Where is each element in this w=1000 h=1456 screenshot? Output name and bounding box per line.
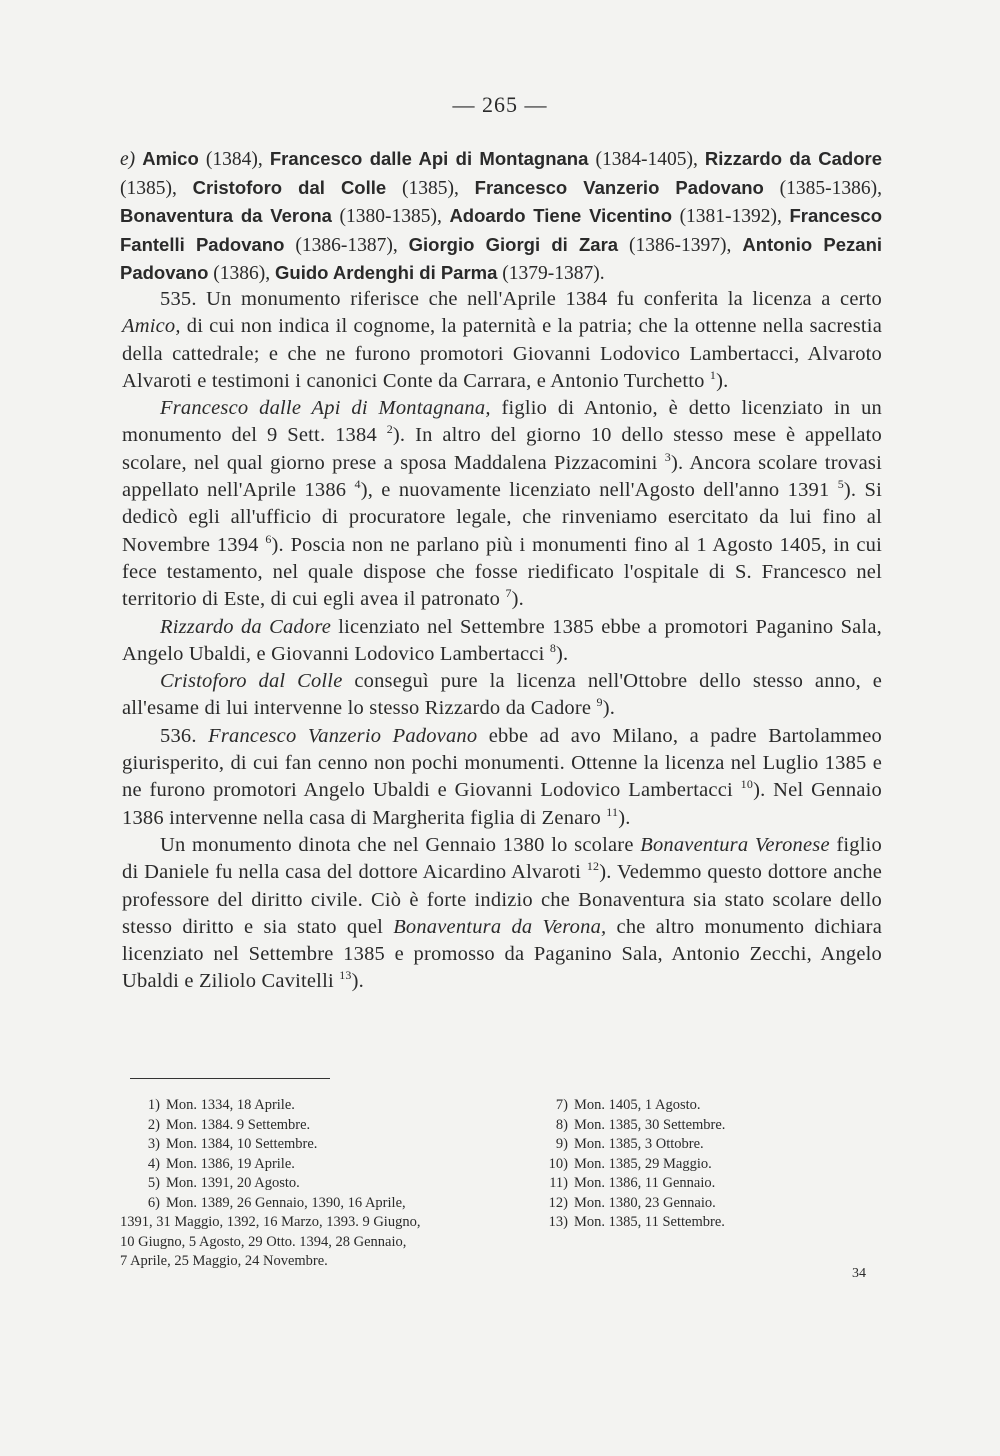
paragraph-text: ). Si dedicò egli all'ufficio di procuratore legale, che rinveniamo esercitato da lui fino al Novembre 1394: [122, 479, 882, 556]
list-dates: (1386-1387),: [295, 234, 409, 256]
paragraph-text: ).: [602, 697, 616, 720]
list-name: Francesco Fantelli Padovano: [120, 205, 883, 255]
footnote-ref: 4: [354, 477, 361, 492]
list-dates: (1380-1385),: [339, 206, 450, 227]
list-dates: (1384-1405),: [595, 149, 705, 170]
footnote-ref: 3: [664, 449, 671, 464]
list-dates: (1381-1392),: [679, 206, 790, 227]
footnotes-left: [120, 1096, 500, 1272]
paragraph-cristoforo: [122, 668, 882, 723]
list-name: Amico: [142, 148, 199, 169]
paragraph-text: licenziato nel Settembre 1385 ebbe a promotori Paganino Sala, Angelo Ubaldi, e Giovanni Lodovico Lambertacci: [122, 615, 882, 665]
paragraph-text: conseguì pure la licenza nell'Ottobre dello stesso anno, e all'esame di lui intervenne lo stesso Rizzardo da Cadore: [122, 670, 882, 720]
list-dates: (1385),: [402, 177, 475, 199]
list-name: Bonaventura da Verona: [120, 205, 332, 226]
footnote-ref: 7: [505, 586, 512, 601]
section-number: 536.: [160, 724, 197, 747]
footnote-ref: 6: [265, 531, 272, 546]
list-dates: (1385-1386),: [779, 177, 883, 199]
paragraph-text: che altro monumento dichiara licenziato nel Settembre 1385 e promosso da Paganino Sala, Antonio Zecchi, Angelo Ubaldi e Ziliolo Cavitelli: [122, 915, 882, 993]
footnote: 1) Mon. 1334, 18 Aprile.: [147, 1097, 295, 1113]
footnote-ref: 13: [339, 968, 352, 983]
paragraph-francesco: [122, 395, 882, 613]
body-text: [122, 286, 882, 996]
list-name: Giorgio Giorgi di Zara: [408, 233, 619, 255]
paragraph-text: ). Nel Gennaio 1386 intervenne nella casa di Margherita figlia di Zenaro: [122, 779, 882, 829]
signature-mark: 34: [852, 1266, 866, 1281]
list-dates: (1384),: [205, 149, 270, 170]
footnote: 13) Mon. 1385, 11 Settembre.: [548, 1214, 725, 1230]
paragraph-text: di cui non indica il cognome, la paternità e la patria; che la ottenne nella sacrestia della cattedrale; e che ne furono promotori Giovanni Lodovico Lambertacci, Alvaroto Alvaroti e testimoni i canonici Conte da Carrara, e Antonio Turchetto: [122, 315, 882, 392]
paragraph-text: ). Vedemmo questo dottore anche professore del diritto civile. Ciò è forte indizio che Bonaventura sia stato scolare dello stesso diritto e sia stato quel: [122, 861, 882, 938]
list-lead: e): [120, 149, 136, 170]
page-number: — 265 —: [452, 92, 548, 117]
person-name: Francesco dalle Api di Montagnana,: [160, 397, 491, 420]
paragraph-text: ).: [556, 642, 569, 665]
footnote-ref: 10: [740, 777, 754, 792]
list-name: Antonio Pezani Padovano: [120, 233, 883, 283]
paragraph-text: ). Poscia non ne parlano più i monumenti fino al 1 Agosto 1405, in cui fece testamento, nel quale dispose che fosse riedificato l'ospitale di S. Francesco nel territorio di Este, di cui egli avea il patronato: [122, 533, 883, 611]
footnote: 8) Mon. 1385, 30 Settembre.: [555, 1116, 726, 1133]
paragraph-text: figlio di Daniele fu nella casa del dottore Aicardino Alvaroti: [122, 833, 882, 884]
section-number: 535.: [160, 288, 197, 310]
names-list: [120, 145, 882, 288]
footnote: 7) Mon. 1405, 1 Agosto.: [555, 1097, 701, 1113]
footnote-continuation: 1391, 31 Maggio, 1392, 16 Marzo, 1393. 9 Giugno,: [120, 1214, 421, 1230]
list-dates: (1386-1397),: [629, 234, 743, 256]
list-dates: (1385),: [120, 177, 193, 199]
list-name: Francesco Vanzerio Padovano: [474, 176, 764, 198]
paragraph-text: ).: [618, 806, 631, 829]
footnote-ref: 1: [709, 368, 717, 383]
footnote-ref: 8: [549, 641, 557, 656]
paragraph-text: ).: [351, 970, 364, 993]
paragraph-text: ). In altro del giorno 10 dello stesso mese è appellato scolare, nel qual giorno prese a sposa Maddalena Pizzacomini: [122, 424, 882, 474]
list-name: Adoardo Tiene Vicentino: [449, 205, 673, 226]
footnote-ref: 12: [586, 859, 600, 874]
paragraph-text: ).: [511, 588, 524, 611]
footnote-continuation: 10 Giugno, 5 Agosto, 29 Otto. 1394, 28 Gennaio,: [120, 1233, 407, 1250]
footnote: 10) Mon. 1385, 29 Maggio.: [548, 1155, 712, 1172]
footnote: 9) Mon. 1385, 3 Ottobre.: [555, 1136, 704, 1152]
paragraph-text: ), e nuovamente licenziato nell'Agosto dell'anno 1391: [360, 479, 830, 502]
paragraph-text: figlio di Antonio, è detto licenziato in un monumento del 9 Sett. 1384: [122, 397, 882, 447]
list-name: Rizzardo da Cadore: [704, 148, 883, 169]
paragraph-text: ). Ancora scolare trovasi appellato nell'Aprile 1386: [122, 451, 883, 502]
list-name: Guido Ardenghi di Parma: [275, 262, 498, 283]
paragraph-535: [122, 286, 882, 395]
paragraph-text: Un monumento dinota che nel Gennaio 1380 lo scolare: [160, 833, 641, 856]
footnote: 4) Mon. 1386, 19 Aprile.: [147, 1155, 295, 1172]
person-name: Bonaventura Veronese: [640, 833, 830, 856]
paragraph-rizzardo: [122, 614, 882, 669]
paragraph-text: Un monumento riferisce che nell'Aprile 1384 fu conferita la licenza a certo: [196, 288, 882, 310]
footnotes-right: [528, 1096, 888, 1233]
footnote-ref: 2: [386, 422, 393, 437]
paragraph-text: ).: [716, 369, 729, 392]
footnote: 12) Mon. 1380, 23 Gennaio.: [548, 1194, 716, 1211]
paragraph-536: [122, 723, 882, 832]
person-name: Francesco Vanzerio Padovano: [208, 724, 478, 747]
footnote: 2) Mon. 1384. 9 Settembre.: [147, 1116, 311, 1133]
footnote-ref: 5: [837, 477, 844, 492]
person-name: Amico,: [122, 315, 181, 338]
paragraph-text: ebbe ad avo Milano, a padre Bartolammeo giurisperito, di cui fan cenno non pochi monumenti. Ottenne la licenza nel Luglio 1385 e ne furono promotori Angelo Ubaldi e Giovanni Lodovico Lambertacci: [122, 724, 882, 802]
person-name: Bonaventura da Verona,: [393, 915, 607, 938]
list-name: Cristoforo dal Colle: [192, 176, 387, 198]
list-dates: (1379-1387).: [502, 263, 605, 284]
list-dates: (1386),: [213, 263, 276, 284]
paragraph-bonaventura: [122, 832, 882, 996]
footnote: 3) Mon. 1384, 10 Settembre.: [147, 1136, 318, 1152]
footnote-divider: [130, 1078, 330, 1079]
footnote-ref: 11: [606, 804, 619, 819]
footnote-ref: 9: [596, 695, 603, 710]
person-name: Rizzardo da Cadore: [160, 615, 332, 638]
footnote: 11) Mon. 1386, 11 Gennaio.: [549, 1175, 716, 1191]
list-name: Francesco dalle Api di Montagnana: [269, 148, 589, 169]
person-name: Cristoforo dal Colle: [160, 670, 343, 693]
footnote: 6) Mon. 1389, 26 Gennaio, 1390, 16 Aprile,: [147, 1194, 406, 1211]
footnote: 5) Mon. 1391, 20 Agosto.: [147, 1175, 300, 1191]
footnote-continuation: 7 Aprile, 25 Maggio, 24 Novembre.: [120, 1253, 328, 1269]
